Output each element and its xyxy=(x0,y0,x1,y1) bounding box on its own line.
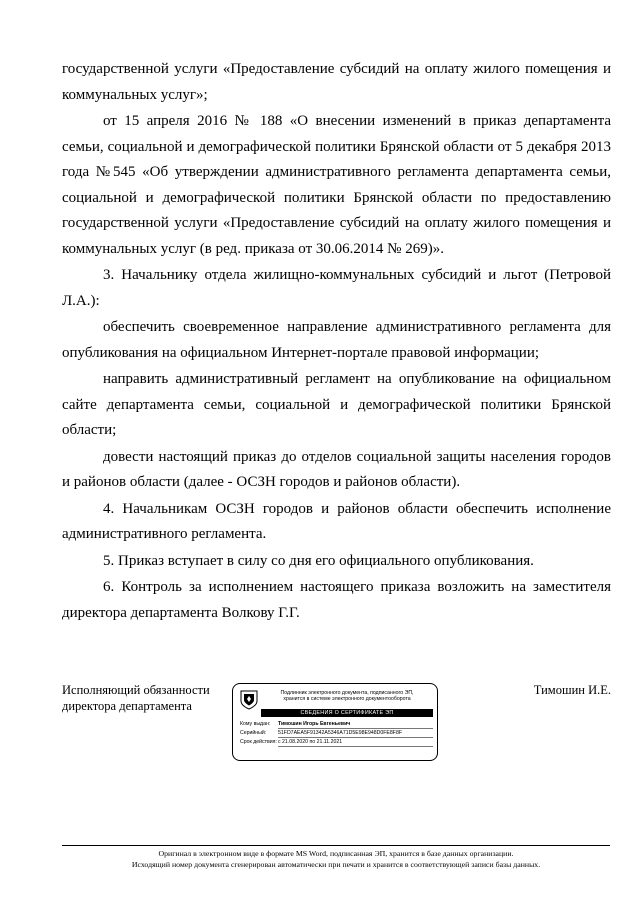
serial-label: Серийный: xyxy=(240,730,267,736)
signer-position-line-1: Исполняющий обязанности xyxy=(62,683,210,697)
validity-value: с 21.08.2020 по 21.11.2021 xyxy=(278,739,343,745)
validity-label: Срок действия: xyxy=(240,739,277,745)
signer-position xyxy=(62,682,232,714)
issued-to-label: Кому выдан: xyxy=(240,721,271,727)
stamp-header xyxy=(263,690,431,702)
stamp-row-validity xyxy=(240,739,342,746)
page-footer xyxy=(62,848,610,870)
document-body xyxy=(62,57,611,626)
stamp-header-line-1: Подлинник электронного документа, подписанного ЭП, xyxy=(280,690,414,696)
paragraph-item-3-task-2: направить административный регламент на опубликование на официальном сайте департамента семьи, социальной и демографической политики Брянской области; xyxy=(62,371,611,438)
stamp-header-line-2: хранится в системе электронного документооборота xyxy=(283,696,411,703)
paragraph-item-6: 6. Контроль за исполнением настоящего приказа возложить на заместителя директора департамента Волкову Г.Г. xyxy=(62,579,611,621)
paragraph-continuation: государственной услуги «Предоставление субсидий на оплату жилого помещения и коммунальных услуг»; xyxy=(62,61,611,103)
row-underline xyxy=(278,728,433,729)
footer-line-2: Исходящий номер документа сгенерирован автоматически при печати и хранится в соответствующей записи базы данных. xyxy=(131,860,541,869)
stamp-row-issued-to xyxy=(240,721,350,728)
issued-to-value: Тимошин Игорь Евгеньевич xyxy=(278,721,351,727)
signer-position-line-2: директора департамента xyxy=(62,699,192,713)
stamp-row-serial xyxy=(240,730,402,737)
paragraph-item-3: 3. Начальнику отдела жилищно-коммунальных субсидий и льгот (Петровой Л.А.): xyxy=(62,267,611,309)
footer-line-1: Оригинал в электронном виде в формате MS Word, подписанная ЭП, хранится в базе данных организации. xyxy=(158,849,514,858)
paragraph-item-4: 4. Начальникам ОСЗН городов и районов области обеспечить исполнение административного регламента. xyxy=(62,500,611,542)
serial-value: 51FD7AEA5F91342A5346A71D5E98E948D0FE8F8F xyxy=(278,730,403,736)
electronic-signature-stamp xyxy=(232,683,438,761)
paragraph-amendment-reference: от 15 апреля 2016 № 188 «О внесении изменений в приказ департамента семьи, социальной и демографической политики Брянской области от 5 декабря 2013 года №545 «Об утверждении административного регламента департамента семьи, социальной и демографической политики Брянской области по предоставлению государственной услуги «Предоставление субсидий на оплату жилого помещения и коммунальных услуг (в ред. приказа от 30.06.2014 № 269)». xyxy=(62,113,611,257)
paragraph-item-3-task-1: обеспечить своевременное направление административного регламента для опубликования на официальном Интернет-портале правовой информации; xyxy=(62,319,611,361)
signer-name: Тимошин И.Е. xyxy=(533,683,611,697)
paragraph-item-3-task-3: довести настоящий приказ до отделов социальной защиты населения городов и районов области (далее - ОСЗН городов и районов области). xyxy=(62,448,611,490)
row-underline xyxy=(278,737,433,738)
row-underline xyxy=(278,746,433,747)
coat-of-arms-icon xyxy=(240,690,258,710)
stamp-title: СВЕДЕНИЯ О СЕРТИФИКАТЕ ЭП xyxy=(261,709,433,717)
footer-divider xyxy=(62,845,610,846)
paragraph-item-5: 5. Приказ вступает в силу со дня его официального опубликования. xyxy=(103,552,534,569)
